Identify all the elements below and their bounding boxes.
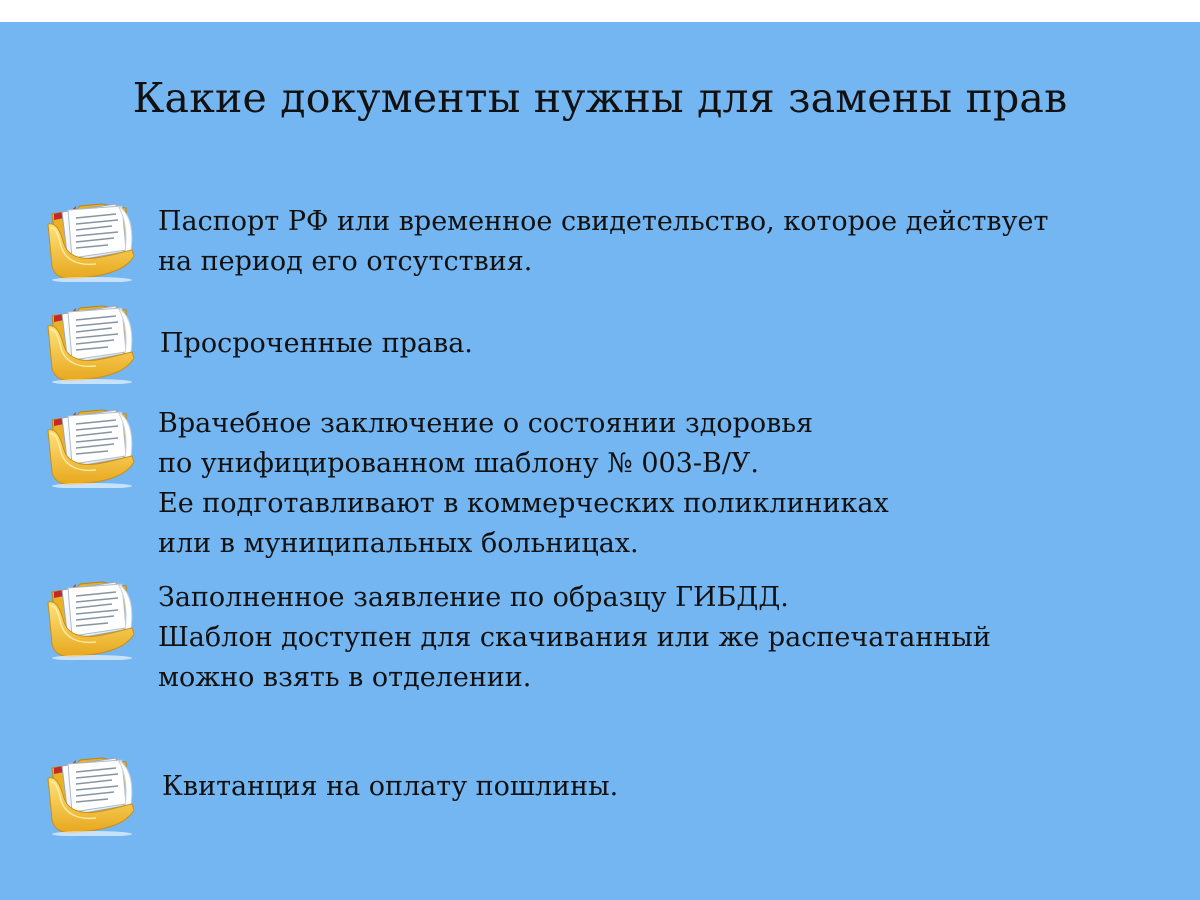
item-line: Врачебное заключение о состоянии здоровья	[158, 408, 814, 439]
item-line: Паспорт РФ или временное свидетельство, которое действует	[158, 206, 1049, 237]
item-text	[158, 578, 991, 698]
slide-title: Какие документы нужны для замены прав	[132, 74, 1068, 122]
item-line: или в муниципальных больницах.	[158, 528, 639, 559]
item-line: Просроченные права.	[160, 328, 473, 359]
item-line: на период его отсутствия.	[158, 246, 533, 277]
document-folder-icon	[46, 754, 138, 836]
item-text	[158, 202, 1048, 282]
item-text	[160, 324, 473, 364]
item-line: по унифицированном шаблону № 003-В/У.	[158, 448, 760, 479]
slide	[0, 22, 1200, 900]
document-folder-icon	[46, 406, 138, 488]
item-text	[162, 767, 618, 807]
item-line: можно взять в отделении.	[158, 662, 532, 693]
item-line: Ее подготавливают в коммерческих поликлиниках	[158, 488, 889, 519]
document-folder-icon	[46, 200, 138, 282]
item-line: Шаблон доступен для скачивания или же распечатанный	[158, 622, 991, 653]
document-folder-icon	[46, 578, 138, 660]
item-line: Квитанция на оплату пошлины.	[162, 771, 619, 802]
item-line: Заполненное заявление по образцу ГИБДД.	[158, 582, 789, 613]
document-folder-icon	[46, 302, 138, 384]
item-text	[158, 404, 889, 564]
